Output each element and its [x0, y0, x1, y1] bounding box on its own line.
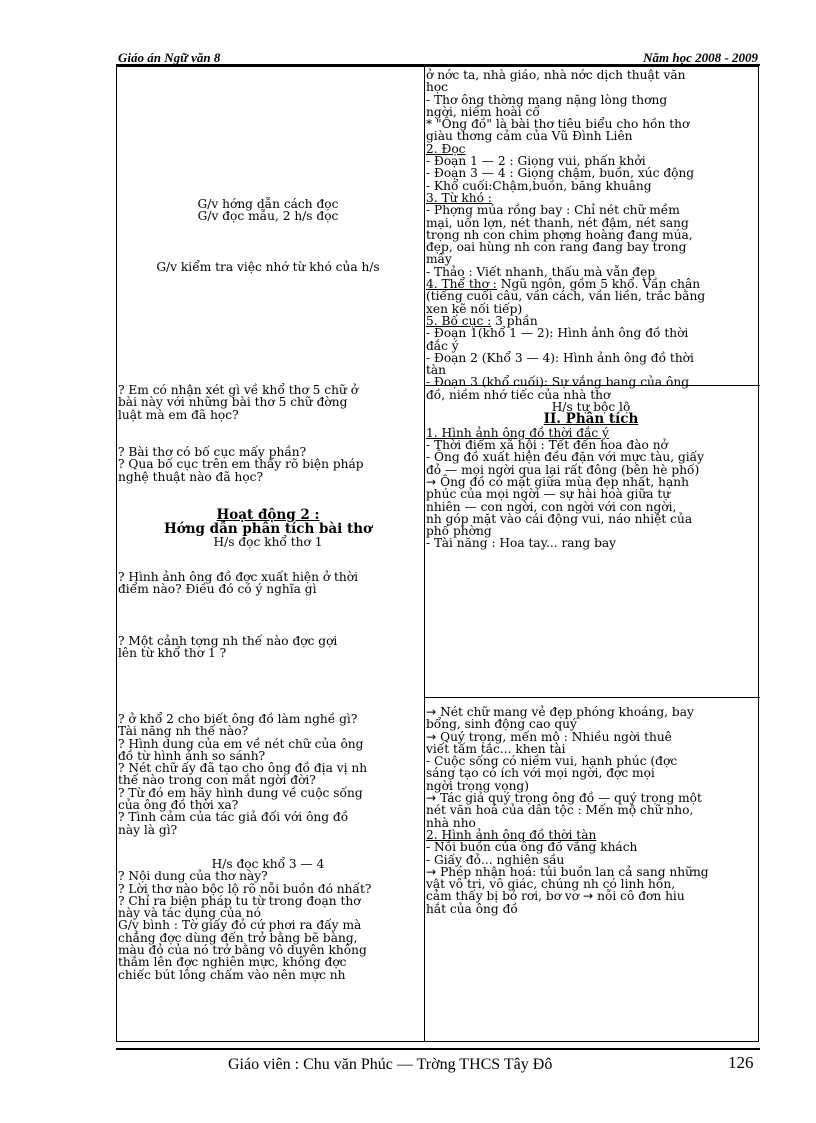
header-right-year: Năm học 2008 - 2009 [643, 50, 758, 65]
text-line: - Đoạn 3 — 4 : Giọng chậm, buồn, xúc động [426, 166, 695, 181]
text-line: G/v bình : Tờ giấy đỏ cứ phơi ra đấy mà [118, 918, 362, 933]
text-line: - Phợng múa rồng bay : Chỉ nét chữ mềm [426, 203, 680, 218]
activity-title: Hoạt động 2 : [216, 507, 320, 523]
text-line: - Thảo : Viết nhanh, thấu mà vẫn đẹp [426, 264, 656, 279]
section-heading: 2. Đọc [426, 141, 466, 156]
text-line: ? Bài thơ có bố cục mấy phần? [118, 445, 307, 459]
text-line: ? Qua bố cục trên em thấy rõ biện pháp [118, 457, 364, 472]
text-line: này và tác dụng của nó [118, 906, 261, 921]
text-line: bổng, sinh động cao quý [426, 717, 577, 732]
text-line: G/v kiểm tra việc nhớ từ khó của h/s [156, 260, 380, 274]
right-arrow-icon: → [426, 729, 437, 744]
text-line: đồ từ hình ảnh so sánh? [118, 748, 266, 763]
text-line: ? Hình dung của em về nét chữ của ông [118, 736, 364, 751]
text-line [426, 890, 756, 902]
text-line: đẹp, oai hùng nh con rang đang bay trong [426, 240, 687, 255]
question-block [118, 635, 418, 660]
footer-rule [116, 1048, 760, 1050]
question-block [118, 858, 418, 981]
text-line: xen kẽ nối tiếp) [426, 301, 523, 316]
text-line: - Đoạn 2 (Khổ 3 — 4): Hình ảnh ông đồ thời [426, 350, 694, 365]
text-fragment: cảm thấy bị bỏ rơi, bơ vơ [426, 889, 580, 904]
text-line: - Nỗi buồn của ông đồ vắng khách [426, 840, 638, 855]
section-heading: 4. Thể thơ : [426, 277, 497, 292]
column-divider [424, 67, 425, 1041]
section-heading: 2. Hình ảnh ông đồ thời tàn [426, 827, 597, 842]
text-line: ? Tình cảm của tác giả đối với ông đồ [118, 810, 349, 825]
text-line: bài này với những bài thơ 5 chữ đờng [118, 395, 348, 410]
right-arrow-icon: → [426, 705, 437, 719]
text-line: phố phờng [426, 524, 492, 539]
text-line: ? Lời thơ nào bộc lộ rõ nỗi buồn đó nhất? [118, 881, 372, 896]
text-line: G/v hớng dẫn cách đọc [197, 197, 339, 211]
text-line: ? Nét chữ ấy đã tạo cho ông đồ địa vị nh [118, 761, 368, 776]
text-line: viết tấm tắc... khen tài [426, 741, 566, 756]
text-line: nghệ thuật nào đã học? [118, 469, 264, 484]
text-line: ? Hình ảnh ông đồ đợc xuất hiện ở thời [118, 570, 359, 584]
text-line: ? Chỉ ra biện pháp tu từ trong đoạn thơ [118, 893, 361, 908]
question-block [118, 571, 418, 596]
text-line: phúc của mọi ngời — sự hài hoà giữa tự [426, 487, 671, 502]
text-line: ? ở khổ 2 cho biết ông đồ làm nghề gì? [118, 712, 358, 726]
analysis-part-2 [426, 706, 756, 915]
text-line: Tài năng nh thế nào? [118, 724, 249, 739]
text-fragment: Nét chữ mang vẻ đẹp phóng khoáng, bay [440, 705, 694, 719]
page-number: 126 [728, 1053, 754, 1072]
right-arrow-icon: → [583, 889, 594, 904]
text-line: đồ, niềm nhớ tiếc của nhà thơ [426, 387, 611, 402]
right-arrow-icon: → [426, 864, 437, 879]
text-line: G/v đọc mẫu, 2 h/s đọc [197, 209, 339, 224]
text-line: nhà nho [426, 815, 476, 830]
text-line: thắm lên đợc nghiên mực, không đợc [118, 955, 347, 970]
text-line: chẳng đợc dùng đến trở bằng bẽ bàng, [118, 930, 358, 945]
text-line: nh góp mặt vào cái động vui, náo nhiệt của [426, 511, 693, 526]
text-line: - Ông đồ xuất hiện đều đặn với mực tàu, giấy [426, 450, 705, 465]
text-fragment: nỗi cô đơn hiu [597, 889, 685, 904]
text-fragment: Ngũ ngôn, gồm 5 khổ. Vần chân [496, 277, 701, 292]
row-separator [424, 697, 760, 698]
text-line: mây [426, 252, 452, 267]
text-line: đắc ý [426, 338, 459, 353]
text-line: ? Nội dung của thơ này? [118, 869, 268, 884]
text-line: - Thời điểm xã hội : Tết đến hoa đào nở [426, 438, 668, 453]
question-block [118, 713, 418, 836]
text-line: ? Em có nhận xét gì về khổ thơ 5 chữ ở [118, 383, 359, 397]
text-line: - Đoạn 1(khổ 1 — 2): Hình ảnh ông đồ thời [426, 326, 689, 341]
section-heading: 1. Hình ảnh ông đồ thời đắc ý [426, 425, 609, 440]
text-line: đỏ — mọi ngời qua lại rất đông (bên hè phố) [426, 462, 700, 477]
text-fragment: Tác giả quý trọng ông đồ — quý trọng một [440, 791, 702, 806]
author-intro [426, 69, 756, 550]
text-line: ngời, niềm hoài cổ [426, 104, 540, 119]
text-line: * "Ông đồ" là bài thơ tiêu biểu cho hồn thơ [426, 117, 690, 132]
text-line: nét văn hoá của dân tộc : Mến mộ chữ nho, [426, 803, 694, 818]
footer-teacher: Giáo viên : Chu văn Phúc — Trờng THCS Tây Đô [228, 1056, 553, 1073]
activity-heading [118, 509, 418, 548]
text-line: chiếc bút lông chấm vào nên mực nh [118, 967, 346, 982]
right-arrow-icon: → [426, 475, 437, 489]
text-line: điểm nào? Điều đó có ý nghĩa gì [118, 582, 317, 597]
text-fragment: Quý trọng, mến mộ : Nhiều ngời thuê [440, 729, 672, 744]
text-line: - Thơ ông thờng mang nặng lòng thơng [426, 92, 668, 107]
header-left-title: Giáo án Ngữ văn 8 [118, 50, 221, 65]
text-line: ngời trọng vọng) [426, 778, 529, 793]
reading-guide [118, 198, 418, 223]
text-line: hắt của ông đồ [426, 901, 518, 916]
question-block [118, 384, 418, 421]
text-line: - Giấy đỏ... nghiên sầu [426, 852, 565, 867]
text-line: luật mà em đã học? [118, 407, 239, 422]
text-fragment: 3 phần [491, 313, 538, 328]
text-line: H/s tự bộc lộ [551, 400, 631, 415]
text-line: H/s đọc khổ 3 — 4 [211, 857, 325, 871]
text-line: - Cuộc sống có niềm vui, hạnh phúc (đợc [426, 754, 678, 769]
text-line: lên từ khổ thơ 1 ? [118, 646, 227, 661]
text-line: - Tài năng : Hoa tay... rang bay [426, 536, 617, 551]
analysis-title: II. Phân tích [543, 411, 639, 428]
text-line: H/s đọc khổ thơ 1 [213, 535, 323, 549]
question-block [118, 446, 418, 483]
text-line: sáng tạo có ích với mọi ngời, đợc mọi [426, 766, 655, 781]
text-line: mại, uốn lợn, nét thanh, nét đậm, nét sang [426, 215, 689, 230]
text-line: này là gì? [118, 822, 178, 837]
text-line: - Đoạn 1 — 2 : Giọng vui, phấn khởi [426, 154, 646, 169]
text-line: học [426, 80, 449, 95]
text-line: trọng nh con chim phợng hoàng đang múa, [426, 227, 693, 242]
text-line: thế nào trong con mắt ngời đời? [118, 773, 316, 788]
text-line: giàu thơng cảm của Vũ Đình Liên [426, 129, 633, 144]
text-line: nhiên — con ngời, con ngời với con ngời, [426, 499, 677, 514]
vocab-check [118, 261, 418, 273]
text-line: - Khổ cuối:Chậm,buồn, băng khuâng [426, 178, 652, 193]
text-line: màu đỏ của nó trở bằng vô duyên không [118, 943, 367, 958]
text-fragment: Ông đồ có mặt giữa mùa đẹp nhất, hạnh [440, 475, 689, 489]
activity-subtitle: Hớng dẫn phân tích bài thơ [163, 520, 373, 537]
section-heading: 5. Bố cục : [426, 313, 492, 328]
text-line: ? Từ đó em hãy hình dung về cuộc sống [118, 785, 363, 800]
text-line: ? Một cảnh tợng nh thế nào đợc gợi [118, 634, 338, 648]
right-arrow-icon: → [426, 791, 437, 806]
text-line: - Đoạn 3 (khổ cuối): Sự vắng bang của ông [426, 375, 690, 390]
text-line: ở nớc ta, nhà giáo, nhà nớc dịch thuật văn [426, 68, 686, 82]
text-line: vật vô tri, vô giác, chúng nh có linh hồn, [426, 877, 676, 892]
section-heading: 3. Từ khó : [426, 190, 492, 205]
text-line: tàn [426, 363, 447, 378]
text-line: (tiếng cuối câu, vần cách, vần liền, trắc bằng [426, 289, 706, 304]
text-line: của ông đồ thời xa? [118, 798, 239, 813]
text-fragment: Phép nhận hoá: tủi buồn lan cả sang những [440, 864, 709, 879]
